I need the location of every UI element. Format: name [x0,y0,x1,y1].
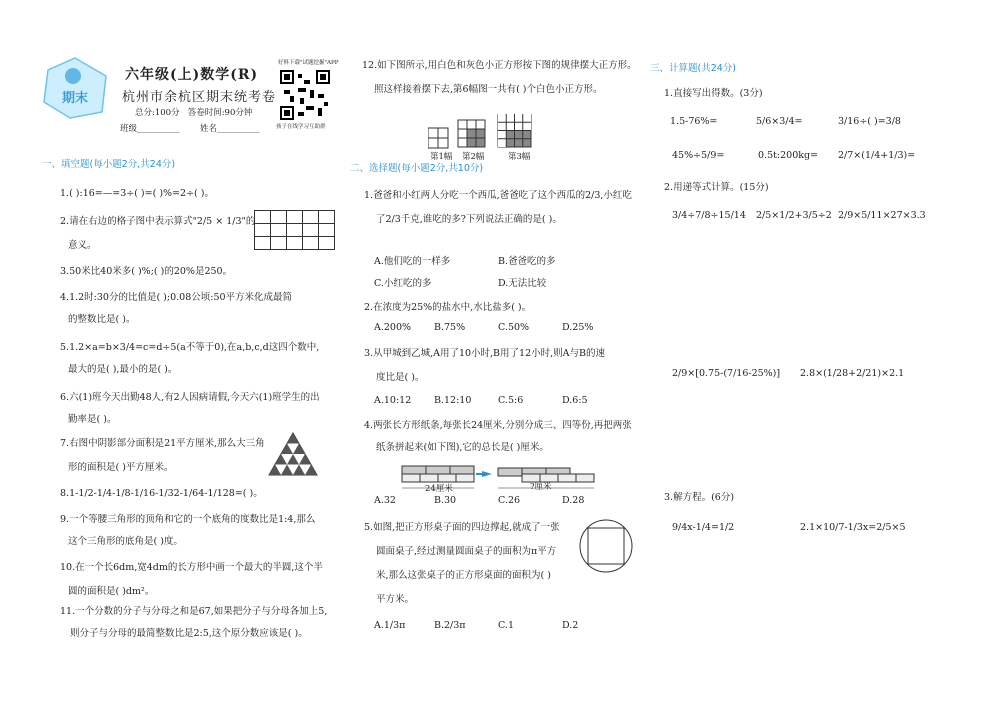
option-q3_options-2: C.5:6 [498,395,524,406]
circle-square-figure [578,518,634,574]
name-field[interactable]: 姓名__________ [200,124,260,134]
fill-in-line-14: 这个三角形的底角是( )度。 [68,536,183,547]
fill-in-line-1: 2.请在右边的格子图中表示算式"2/5 × 1/3"的 [60,216,256,227]
option-q3_options-3: D.6:5 [562,395,588,406]
fill-in-line-7: 最大的是( ),最小的是( )。 [68,364,178,375]
step-calc-2: 2/9×5/11×27×3.3 [838,210,926,221]
fig-label-2: 第2幅 [462,152,485,162]
question-12: 12.如下图所示,用白色和灰色小正方形按下图的规律摆大正方形。 [362,60,637,71]
calc-sub-2: 2.用递等式计算。(15分) [664,182,769,193]
choice-line-6: 纸条拼起来(如下图),它的总长是( )厘米。 [376,442,549,453]
choice-line-1: 了2/3千克,谁吃的多?下列说法正确的是( )。 [376,214,562,225]
fill-in-line-18: 则分子与分母的最简整数比是2:5,这个原分数应该是( )。 [70,628,308,639]
choice-line-8: 圆面桌子,经过测量圆面桌子的面积为π平方 [376,546,557,557]
fig-label-3: 第3幅 [508,152,531,162]
option-q4_options-3: D.28 [562,495,585,506]
option-q5_options-1: B.2/3π [434,620,466,631]
fill-in-line-13: 9.一个等腰三角形的顶角和它的一个底角的度数比是1:4,那么 [60,514,316,525]
choice-line-9: 米,那么这张桌子的正方形桌面的面积为( ) [376,570,551,581]
choice-line-0: 1.爸爸和小红两人分吃一个西瓜,爸爸吃了这个西瓜的2/3,小红吃 [364,190,632,201]
calc-sub-1: 1.直接写出得数。(3分) [664,88,763,99]
step-calc-0: 3/4÷7/8÷15/14 [672,210,746,221]
fill-in-line-8: 6.六(1)班今天出勤48人,有2人因病请假,今天六(1)班学生的出 [60,392,320,403]
fill-in-line-10: 7.右图中阴影部分面积是21平方厘米,那么大三角 [60,438,265,449]
choice-line-5: 4.两张长方形纸条,每张长24厘米,分别分成三、四等份,再把两张 [364,420,632,431]
app-note: 好料下载"试题挖掘"APP [278,60,339,66]
option-q4_options-2: C.26 [498,495,521,506]
option-q2_options-3: D.25% [562,322,594,333]
exam-meta: 总分:100分 答卷时间:90分钟 [135,108,253,118]
fill-in-line-5: 的整数比是( )。 [68,314,136,325]
equation-1: 2.1×10/7-1/3x=2/5×5 [800,522,906,533]
choice-line-4: 度比是( )。 [376,372,425,383]
fill-in-line-17: 11.一个分数的分子与分母之和是67,如果把分子与分母各加上5, [60,606,328,617]
pattern-figures [428,114,548,150]
svg-text:期末: 期末 [61,91,89,106]
qr-code-icon [280,70,330,120]
direct-calc-2: 3/16÷( )=3/8 [838,116,901,127]
equation-0: 9/4x-1/4=1/2 [672,522,735,533]
option-q2_options-2: C.50% [498,322,530,333]
strip-label-left: 24厘米 [425,484,453,494]
option-q2_options-0: A.200% [374,322,412,333]
choice-line-3: 3.从甲城到乙城,A用了10小时,B用了12小时,则A与B的速 [364,348,605,359]
option-q3_options-0: A.10:12 [374,395,412,406]
fill-in-line-11: 形的面积是( )平方厘米。 [68,462,174,473]
fill-in-line-4: 4.1.2时:30分的比值是( );0.08公顷:50平方米化成最简 [60,292,293,303]
option-q1_options-1: B.爸爸吃的多 [498,256,556,267]
fill-in-line-0: 1.( ):16=—=3÷( )=( )%=2÷( )。 [60,188,214,199]
triangle-figure [268,432,318,476]
direct-calc-0: 1.5-76%= [670,116,718,127]
option-q1_options-2: C.小红吃的多 [374,278,432,289]
option-q5_options-3: D.2 [562,620,579,631]
direct-calc-5: 2/7×(1/4+1/3)= [838,150,916,161]
fill-in-line-3: 3.50米比40米多( )%;( )的20%是250。 [60,266,233,277]
option-q4_options-1: B.30 [434,495,457,506]
direct-calc-3: 45%÷5/9= [672,150,725,161]
option-q1_options-3: D.无法比较 [498,278,547,289]
step-calc-b-0: 2/9×[0.75-(7/16-25%)] [672,368,781,379]
question-12-cont: 照这样接着摆下去,第6幅图一共有( )个白色小正方形。 [374,84,603,95]
class-field[interactable]: 班级__________ [120,124,180,134]
option-q5_options-0: A.1/3π [374,620,406,631]
section-calc-title: 三、计算题(共24分) [650,63,737,74]
brand-logo-icon [40,56,110,120]
fill-in-line-16: 圆的面积是( )dm²。 [68,586,155,597]
choice-line-7: 5.如图,把正方形桌子面的四边撑起,就成了一张 [364,522,560,533]
section-choice-title: 二、选择题(每小题2分,共10分) [350,163,484,174]
direct-calc-1: 5/6×3/4= [756,116,803,127]
option-q2_options-1: B.75% [434,322,466,333]
step-calc-b-1: 2.8×(1/28+2/21)×2.1 [800,368,905,379]
paper-subtitle: 杭州市余杭区期末统考卷 [122,90,277,105]
section-fill-in-title: 一、填空题(每小题2分,共24分) [42,159,176,170]
fill-in-line-12: 8.1-1/2-1/4-1/8-1/16-1/32-1/64-1/128=( )。 [60,488,263,499]
paper-title: 六年级(上)数学(R) [125,67,259,83]
option-q3_options-1: B.12:10 [434,395,472,406]
option-q5_options-2: C.1 [498,620,514,631]
fill-in-line-6: 5.1.2×a=b×3/4=c=d÷5(a不等于0),在a,b,c,d这四个数中, [60,342,320,353]
qr-caption: 孩子在线学习互助群 [276,124,326,130]
direct-calc-4: 0.5t:200kg= [758,150,819,161]
fill-in-line-2: 意义。 [68,240,97,251]
option-q4_options-0: A.32 [374,495,396,506]
fill-in-line-15: 10.在一个长6dm,宽4dm的长方形中画一个最大的半圆,这个半 [60,562,323,573]
fill-in-line-9: 勤率是( )。 [68,414,117,425]
step-calc-1: 2/5×1/2+3/5÷2 [756,210,832,221]
answer-grid[interactable] [254,210,335,250]
fig-label-1: 第1幅 [430,152,453,162]
calc-sub-3: 3.解方程。(6分) [664,492,735,503]
option-q1_options-0: A.他们吃的一样多 [374,256,451,267]
choice-line-2: 2.在浓度为25%的盐水中,水比盐多( )。 [364,302,532,313]
choice-line-10: 平方米。 [376,594,415,605]
strip-label-right: ?厘米 [530,482,552,492]
